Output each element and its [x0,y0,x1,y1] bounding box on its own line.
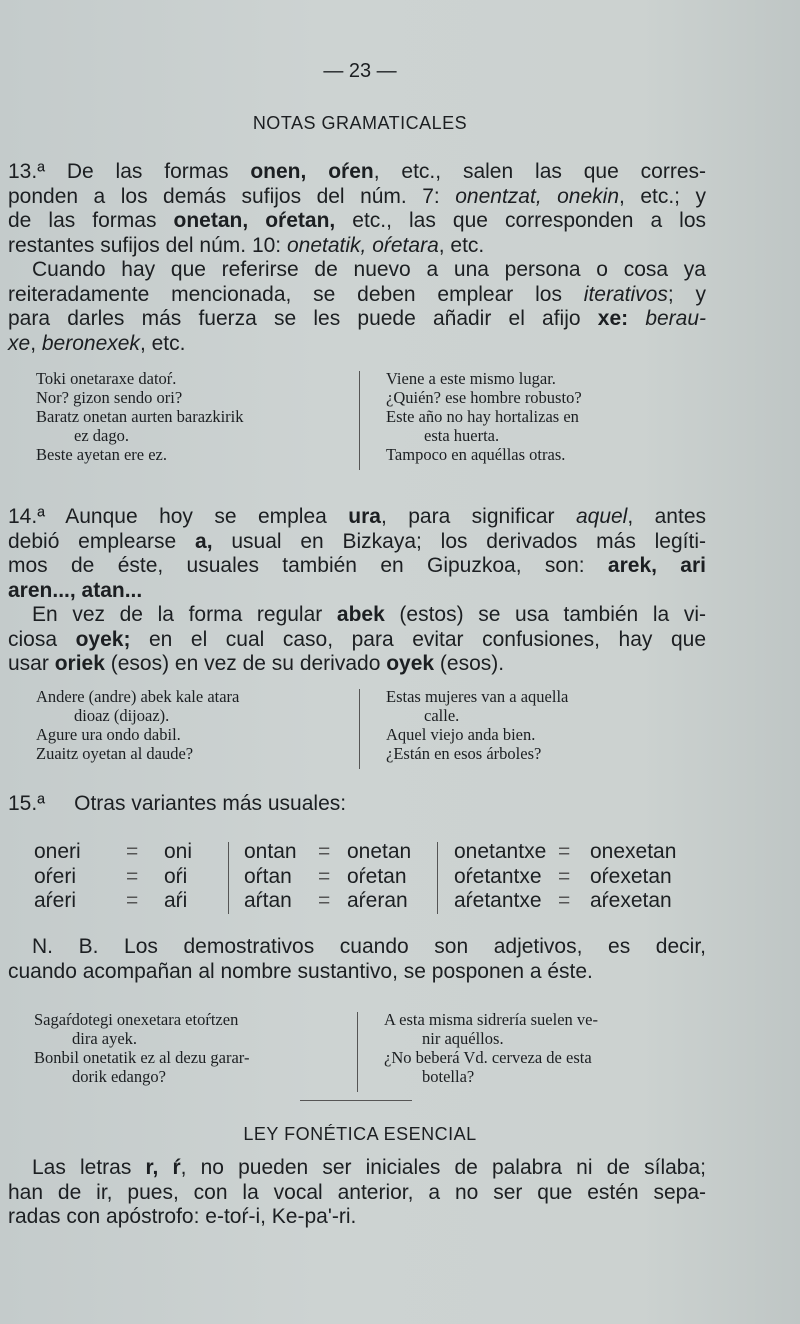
text-segment: , etc. [438,233,485,257]
examples-basque-column [36,687,239,763]
paragraph-15: 15.ª Otras variantes más usuales: [8,792,347,815]
variant-form: onexetan [590,840,677,863]
section-title: NOTAS GRAMATICALES [252,113,468,133]
text-segment: han de ir, pues, con la vocal anterior, a no ser que estén sepa- [8,1180,706,1204]
variant-form: oŕetantxe [454,864,542,888]
divider-rule [300,1100,412,1101]
text-segment: N. B. Los demostrativos cuando son adjetivos, es decir, [32,935,706,958]
example-line: dira ayek. [72,1029,138,1048]
example-line: Aquel viejo anda bien. [386,725,536,744]
bold-term: r, ŕ [145,1156,181,1179]
text-segment: Aunque hoy se emplea [65,505,349,528]
text-segment: reiteradamente mencionada, se deben emplear los [8,282,584,306]
text-line [8,530,706,555]
examples-basque-column [36,369,244,464]
italic-term: iterativos [583,282,668,306]
text-segment: ; y [667,282,706,306]
example-line: Agure ura ondo dabil. [36,725,181,744]
variant-form: onetantxe [454,840,547,863]
bold-term: a, [195,529,213,553]
text-segment: mos de éste, usuales también en Gipuzkoa, son: [8,554,608,577]
equals-sign: = [126,889,139,912]
ley-fonetica-title: LEY FONÉTICA ESENCIAL [243,1124,477,1144]
column-divider [437,842,438,914]
text-segment: De las formas [66,160,251,183]
text-segment: En vez de la forma regular [32,603,337,626]
italic-term: onetatik, oŕetara [286,233,439,257]
bold-term: ura [348,505,381,528]
example-line: Bonbil onetatik ez al dezu garar- [34,1048,250,1067]
column-divider [359,689,360,769]
example-line: Toki onetaraxe datoŕ. [36,369,177,388]
text-segment: , etc. [139,331,186,355]
text-line [8,185,706,210]
variant-form: aŕetantxe [454,889,542,912]
text-line [8,258,706,283]
text-segment: radas con apóstrofo: e-toŕ-i, Ke-pa'-ri. [8,1205,357,1228]
text-line [8,652,706,677]
text-line [8,209,706,234]
bold-term: aren..., atan... [8,578,143,602]
text-segment: 14.ª [8,505,66,528]
equals-sign: = [558,889,571,912]
example-line: ¿No beberá Vd. cerveza de esta [384,1048,592,1067]
text-segment: (esos). [434,652,505,675]
example-line: Estas mujeres van a aquella [386,687,569,706]
text-segment: , antes [627,505,706,528]
variant-form: aŕtan [244,889,292,912]
text-segment: usar [8,652,55,675]
text-segment: en el cual caso, para evitar confusiones, hay que [130,627,706,651]
text-line [8,332,706,357]
equals-sign: = [126,840,139,863]
example-line: ¿Quién? ese hombre robusto? [386,388,582,407]
text-line [8,283,706,308]
text-segment: de las formas [8,209,174,232]
variant-form: ontan [244,840,297,863]
text-line [8,603,706,628]
variant-form: oŕetan [347,864,407,888]
examples-spanish-column [386,687,568,763]
variant-form: oni [164,840,193,863]
equals-sign: = [558,840,571,863]
text-line [8,628,706,653]
example-line: Zuaitz oyetan al daude? [36,744,194,763]
text-segment: ciosa [8,627,76,651]
text-segment: Cuando hay que referirse de nuevo a una persona o cosa ya [32,258,706,281]
variant-form: aŕexetan [590,889,672,912]
example-line: Beste ayetan ere ez. [36,445,168,464]
paragraph-14-oyek [8,603,706,677]
example-line: dorik edango? [72,1067,166,1086]
text-segment: Las letras [32,1156,146,1179]
text-line [8,1181,706,1206]
example-line: nir aquéllos. [422,1029,504,1048]
italic-term: xe [8,331,31,355]
example-line: Viene a este mismo lugar. [386,369,556,388]
bold-term: onen, oŕen [250,160,374,183]
examples-basque-column [34,1010,249,1086]
equals-sign: = [126,864,139,888]
text-line [8,1156,706,1181]
italic-term: beronexek [41,331,140,355]
example-line: botella? [422,1067,475,1086]
text-line [8,554,706,579]
text-segment: restantes sufijos del núm. 10: [8,233,287,257]
equals-sign: = [318,889,331,912]
example-line: Este año no hay hortalizas en [386,407,579,426]
examples-spanish-column [384,1010,598,1086]
example-line: calle. [424,706,460,725]
bold-term: arek, ari [607,554,706,577]
example-line: Sagaŕdotegi onexetara etoŕtzen [34,1010,239,1029]
example-line: Andere (andre) abek kale atara [36,687,240,706]
bold-term: oyek [386,652,435,675]
column-divider [228,842,229,914]
variant-form: aŕi [164,889,188,912]
example-line: ez dago. [74,426,129,445]
variant-form: oŕi [164,864,188,888]
text-segment: , para significar [380,505,576,528]
text-line [8,1205,706,1230]
variant-form: onetan [347,840,412,863]
equals-sign: = [318,864,331,888]
text-segment: , [30,331,42,355]
examples-1 [36,369,716,469]
paragraph-14 [8,505,706,603]
variants-table [34,840,714,915]
bold-term: onetan, oŕetan, [173,209,336,232]
example-line: dioaz (dijoaz). [74,706,170,725]
text-segment: ponden a los demás sufijos del núm. 7: [8,184,456,208]
column-divider [357,1012,358,1092]
example-line: Tampoco en aquéllas otras. [386,445,566,464]
text-line [8,307,706,332]
italic-term: onentzat, onekin [455,184,620,208]
paragraph-13-iterativos [8,258,706,356]
example-line: esta huerta. [424,426,500,445]
text-line [8,505,706,530]
variant-form: aŕeran [347,889,408,912]
variant-form: oneri [34,840,81,863]
bold-term: oyek; [75,627,131,651]
text-segment: , etc.; y [619,184,706,208]
text-segment: , etc., salen las que corres- [373,160,706,183]
italic-term: aquel [575,505,628,528]
text-line [8,935,706,960]
bold-term: abek [336,603,385,626]
text-line [8,960,706,985]
example-line: Nor? gizon sendo ori? [36,388,183,407]
equals-sign: = [318,840,331,863]
text-segment: 13.ª [8,160,67,183]
text-line [8,160,706,185]
bold-term: xe: [597,307,646,330]
italic-term: berau- [645,307,707,330]
text-segment: para darles más fuerza se les puede añadir el afijo [8,307,598,330]
text-segment: debió emplearse [8,529,196,553]
examples-3 [34,1010,714,1090]
text-line [8,234,706,259]
variant-form: oŕexetan [590,864,672,888]
text-line [8,579,706,604]
variant-form: oŕtan [244,864,292,888]
text-segment: (estos) se usa también la vi- [384,603,706,626]
equals-sign: = [558,864,571,888]
examples-spanish-column [386,369,582,464]
example-line: ¿Están en esos árboles? [386,744,542,763]
text-segment: cuando acompañan al nombre sustantivo, se posponen a éste. [8,959,593,983]
page-number: — 23 — [323,60,397,82]
paragraph-13 [8,160,706,258]
bold-term: oriek [54,652,105,675]
text-segment: etc., las que corresponden a los [335,209,707,232]
text-segment: (esos) en vez de su derivado [104,652,387,675]
ley-fonetica-paragraph [8,1156,706,1230]
variant-form: oŕeri [34,864,77,888]
example-line: A esta misma sidrería suelen ve- [384,1010,598,1029]
examples-2 [36,687,716,767]
nota-bene [8,935,706,984]
column-divider [359,371,360,470]
text-segment: usual en Bizkaya; los derivados más legíti- [212,529,706,553]
variant-form: aŕeri [34,889,77,912]
text-segment: , no pueden ser iniciales de palabra ni de sílaba; [180,1156,706,1179]
example-line: Baratz onetan aurten barazkirik [36,407,244,426]
